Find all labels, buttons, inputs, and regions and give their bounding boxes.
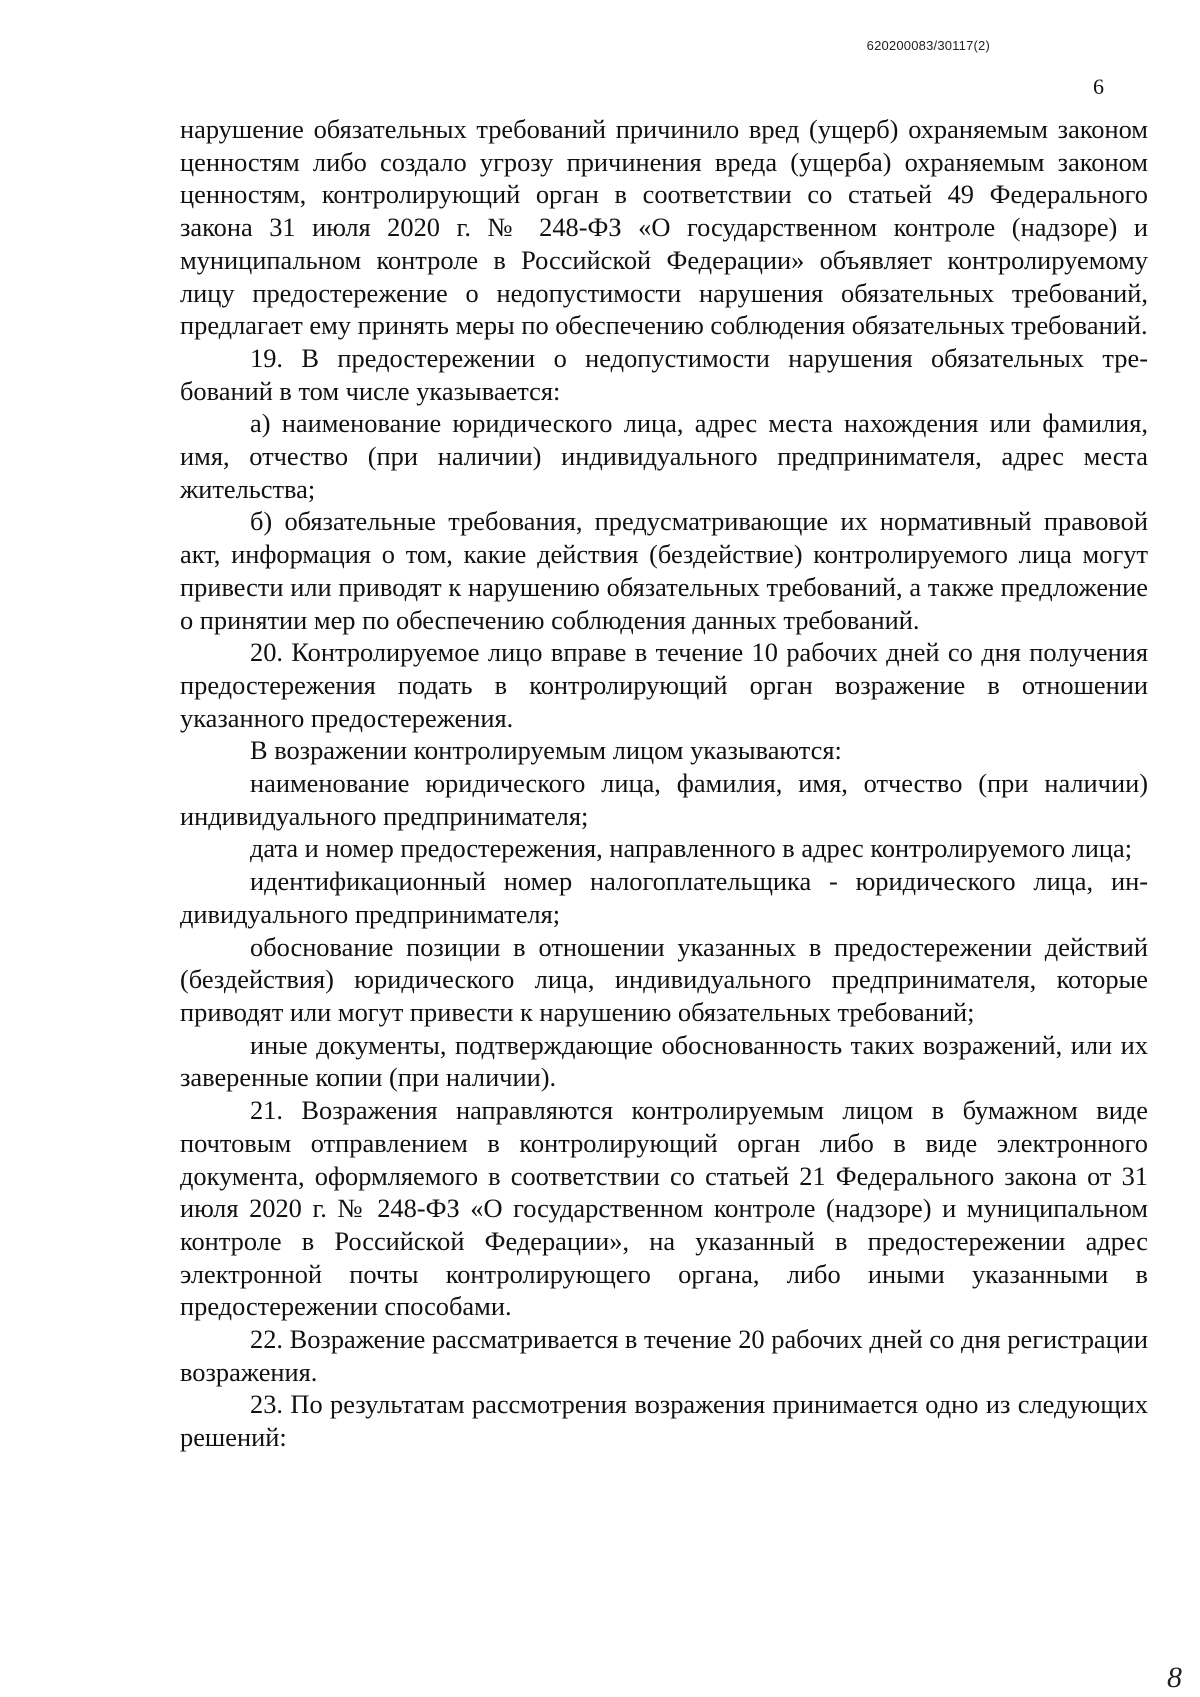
handwritten-page-mark: 8 xyxy=(1167,1661,1182,1694)
paragraph-objection-justification: обоснование позиции в отношении указанных в предостережении действий (бездействия) юридического лица, индивидуального предпринимателя, которые приводят или могут привести к нарушению обязательных требований; xyxy=(180,931,1148,1027)
paragraph-item-19a: а) наименование юридического лица, адрес места нахождения или фамилия, имя, отчество (при наличии) индивидуального предпринимателя, адрес места жительства; xyxy=(180,408,1148,504)
document-body xyxy=(180,113,1148,1454)
paragraph-item-23: 23. По результатам рассмотрения возражения принимается одно из следующих решений: xyxy=(180,1389,1148,1453)
paragraph-item-20: 20. Контролируемое лицо вправе в течение 10 рабочих дней со дня получения предостережения подать в контролирующий орган возражение в отношении указанного предостережения. xyxy=(180,637,1148,733)
page-number: 6 xyxy=(1093,74,1104,99)
paragraph-objection-intro: В возражении контролируемым лицом указываются: xyxy=(250,735,842,766)
paragraph-item-21: 21. Возражения направляются контролируемым лицом в бумажном виде почтовым отправлением в контролирующий орган либо в виде электронного документа, оформляемого в соответствии со статьей 21 Федерального закона от 31 июля 2020 г. № 248-ФЗ «О государственном контроле (надзоре) и муниципальном контроле в Российской Федерации», на указанный в предостережении адрес электронной почты контролирующего органа, либо иными указанными в предостережении способами. xyxy=(180,1095,1148,1322)
paragraph-objection-inn: идентификационный номер налогоплательщика - юридического лица, индивидуального предпринимателя; xyxy=(180,866,1148,929)
paragraph-item-19b: б) обязательные требования, предусматривающие их нормативный правовой акт, информация о том, какие действия (бездействие) контролируемого лица могут привести или приводят к нарушению обязательных требований, а также предложение о принятии мер по обеспечению соблюдения данных требований. xyxy=(180,506,1148,635)
paragraph-objection-name: наименование юридического лица, фамилия, имя, отчество (при наличии) индивидуального предпринимателя; xyxy=(180,768,1148,831)
paragraph-continuation: нарушение обязательных требований причинило вред (ущерб) охраняемым законом ценностям либо создало угрозу причинения вреда (ущерба) охраняемым законом ценностям, контролирующий орган в соответствии со статьей 49 Федерального закона 31 июля 2020 г. № 248-ФЗ «О государственном контроле (надзоре) и муниципальном контроле в Российской Федерации» объявляет контролируемому лицу предостережение о недопустимости нарушения обязательных требований, предлагает ему принять меры по обеспечению соблюдения обязательных требований. xyxy=(180,114,1148,341)
paragraph-objection-documents: иные документы, подтверждающие обоснованность таких возражений, или их заверенные копии (при наличии). xyxy=(180,1029,1148,1093)
document-code: 620200083/30117(2) xyxy=(866,38,990,53)
paragraph-objection-date-number: дата и номер предостережения, направленного в адрес контролируемого лица; xyxy=(250,833,1133,864)
paragraph-item-19: 19. В предостережении о недопустимости нарушения обязательных требований в том числе указывается: xyxy=(180,342,1148,406)
paragraph-item-22: 22. Возражение рассматривается в течение 20 рабочих дней со дня регистрации возражения. xyxy=(180,1324,1148,1387)
